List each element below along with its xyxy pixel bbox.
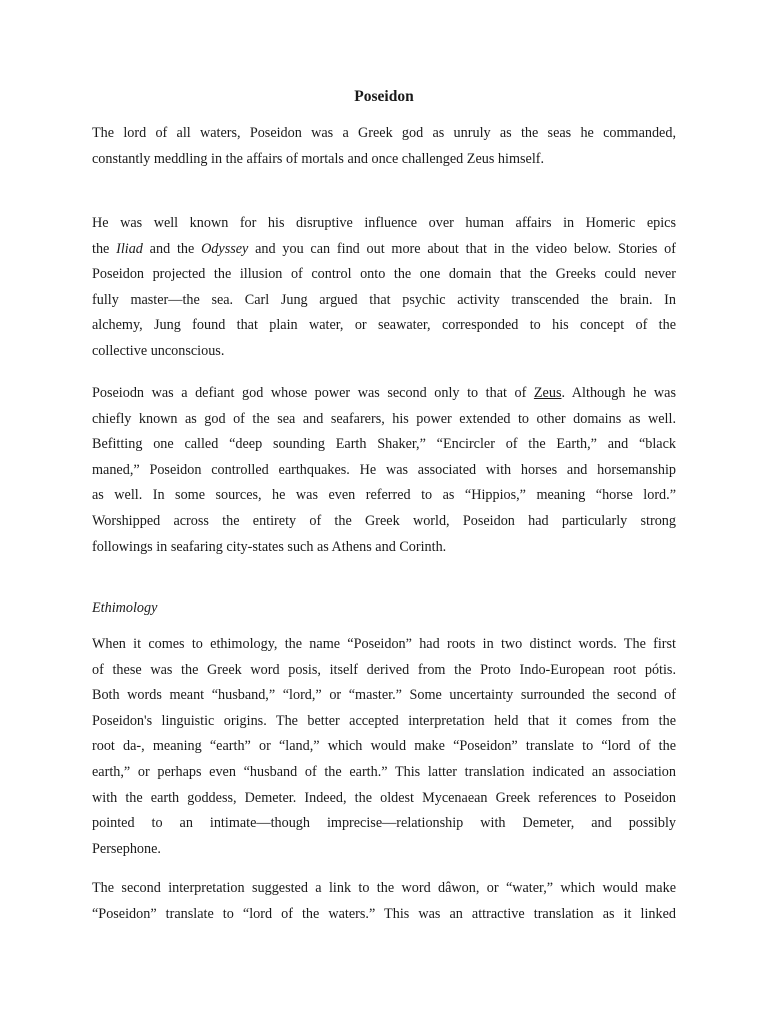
paragraph-homeric [92,211,676,365]
text-line [92,381,676,407]
text-line: followings in seafaring city-states such as Athens and Corinth. [92,538,447,555]
text-line: earth,” or perhaps even “husband of the earth.” This latter translation indicated an association [92,763,676,780]
paragraph-second-interpretation [92,876,676,927]
text-fragment: the [92,240,117,257]
text-line: “Poseidon” translate to “lord of the waters.” This was an attractive translation as it linked [92,905,676,922]
text-line [92,237,676,263]
text-line: chiefly known as god of the sea and seafarers, his power extended to other domains as well. [92,410,676,427]
paragraph-intro [92,121,676,172]
text-line: Befitting one called “deep sounding Earth Shaker,” “Encircler of the Earth,” and “black [92,436,676,453]
text-line: fully master—the sea. Carl Jung argued that psychic activity transcended the brain. In [92,291,676,308]
text-fragment: . Although he was [561,385,676,401]
odyssey-title: Odyssey [201,240,249,257]
text-line: constantly meddling in the affairs of mortals and once challenged Zeus himself. [92,150,545,167]
text-line: Poseidon projected the illusion of control onto the one domain that the Greeks could never [92,266,676,283]
text-line: The lord of all waters, Poseidon was a Greek god as unruly as the seas he commanded, [92,125,676,141]
text-line: When it comes to ethimology, the name “Poseidon” had roots in two distinct words. The first [92,636,676,652]
text-line: Worshipped across the entirety of the Greek world, Poseidon had particularly strong [92,512,676,529]
text-line: The second interpretation suggested a link to the word dâwon, or “water,” which would make [92,880,676,896]
text-line: alchemy, Jung found that plain water, or seawater, corresponded to his concept of the [92,317,676,334]
text-line: maned,” Poseidon controlled earthquakes. He was associated with horses and horsemanship [92,461,676,478]
text-fragment: Poseiodn was a defiant god whose power was second only to that of [92,385,534,401]
text-line: pointed to an intimate—though imprecise—relationship with Demeter, and possibly [92,815,676,832]
text-line: Both words meant “husband,” “lord,” or “master.” Some uncertainty surrounded the second of [92,687,676,704]
text-line: collective unconscious. [92,342,225,359]
text-line: root da-, meaning “earth” or “land,” which would make “Poseidon” translate to “lord of the [92,738,676,755]
text-fragment: and the [142,240,202,257]
text-fragment: and you can find out more about that in the video below. Stories of [248,240,676,257]
page-title: Poseidon [354,88,414,105]
section-heading-ethimology: Ethimology [92,600,158,616]
text-line: He was well known for his disruptive influence over human affairs in Homeric epics [92,215,676,231]
text-line: Poseidon's linguistic origins. The better accepted interpretation held that it comes from the [92,712,676,729]
paragraph-defiant-god [92,381,676,560]
text-line: Persephone. [92,840,161,857]
iliad-title: Iliad [116,240,143,257]
text-line: as well. In some sources, he was even referred to as “Hippios,” meaning “horse lord.” [92,487,676,504]
paragraph-ethimology [92,632,676,862]
text-line: with the earth goddess, Demeter. Indeed, the oldest Mycenaean Greek references to Poseidon [92,789,676,806]
zeus-link[interactable]: Zeus [533,385,562,401]
text-line: of these was the Greek word posis, itself derived from the Proto Indo-European root pótis. [92,661,676,678]
